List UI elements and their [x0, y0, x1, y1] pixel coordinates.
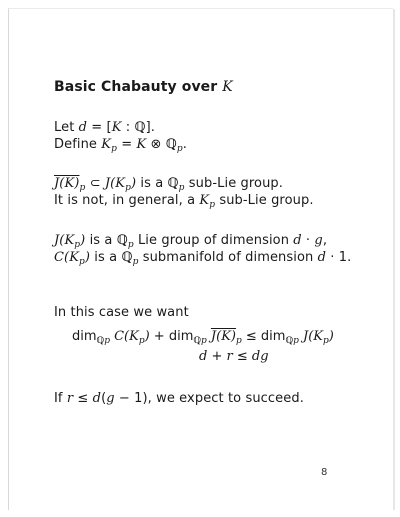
slide-title	[54, 79, 233, 95]
line-define-kp: Define $K_p = K$ ⊗ ℚ$_p$.	[54, 137, 187, 154]
line-sub-lie-group: $J(K)_p$ ⊂ $J(K_p)$ is a ℚ$_p$ sub-Lie group.	[54, 176, 284, 193]
title-text: Basic Chabauty over	[54, 79, 223, 95]
line-conclusion: If r ≤ d(g − 1), we expect to succeed.	[54, 391, 304, 406]
page-number: 8	[321, 467, 328, 478]
title-field: K	[222, 79, 233, 95]
equation-rank: d + r ≤ dg	[199, 349, 269, 364]
line-not-general: It is not, in general, a $K_p$ sub-Lie group.	[54, 193, 314, 210]
equation-dimension: dim$_{ℚp}$ $C(K_p) + dim_{ℚp}$ $J(K)_p \le dim_{ℚp}$ $J(K_p)$	[72, 329, 334, 346]
line-submanifold-dim: $C(K_p)$ is a ℚ$_p$ submanifold of dimension d · 1.	[54, 250, 352, 267]
line-lie-group-dim: $J(K_p)$ is a ℚ$_p$ Lie group of dimension d · g,	[54, 233, 328, 250]
slide-page	[8, 8, 393, 510]
line-let-d: Let d = [K : ℚ].	[54, 120, 156, 135]
line-in-this-case: In this case we want	[54, 305, 189, 320]
